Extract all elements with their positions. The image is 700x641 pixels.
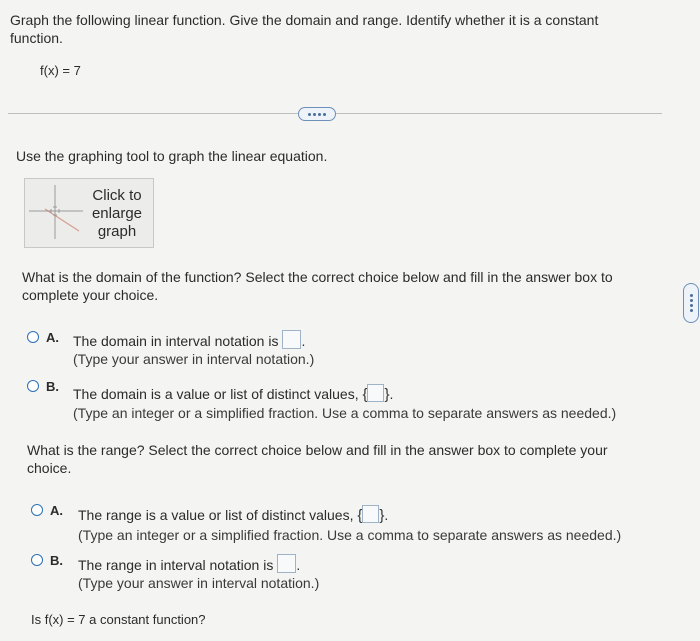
- question-prompt-line2: function.: [10, 30, 63, 46]
- function-expression: f(x) = 7: [40, 63, 81, 78]
- domain-option-a-row: The domain in interval notation is .: [73, 330, 305, 350]
- domain-values-answer-box[interactable]: [367, 384, 384, 402]
- range-option-b-row: The range in interval notation is .: [78, 554, 300, 574]
- range-option-a-hint: (Type an integer or a simplified fraction. Use a comma to separate answers as needed.): [78, 527, 622, 543]
- range-option-a-text: The range is a value or list of distinct values,: [78, 507, 354, 523]
- domain-option-b-radio[interactable]: [27, 380, 39, 392]
- question-prompt-line1: Graph the following linear function. Give the domain and range. Identify whether it is a constant: [10, 12, 599, 28]
- domain-option-a-hint: (Type your answer in interval notation.): [73, 351, 315, 367]
- range-option-a-letter: A.: [50, 503, 63, 518]
- range-option-b-radio[interactable]: [31, 554, 43, 566]
- domain-option-a-radio[interactable]: [27, 331, 39, 343]
- domain-option-b-hint: (Type an integer or a simplified fraction. Use a comma to separate answers as needed.): [73, 405, 617, 421]
- domain-question-line1: What is the domain of the function? Select the correct choice below and fill in the answer box to: [22, 269, 613, 285]
- range-question-line2: choice.: [27, 460, 72, 476]
- enlarge-graph-label: [87, 187, 147, 241]
- expand-ellipsis-icon[interactable]: [298, 107, 336, 121]
- range-option-a-radio[interactable]: [31, 504, 43, 516]
- domain-question-line2: complete your choice.: [22, 287, 159, 303]
- enlarge-label-line2: enlarge: [91, 205, 143, 222]
- domain-option-b-text: The domain is a value or list of distinct values,: [73, 386, 359, 402]
- domain-option-a-letter: A.: [46, 330, 59, 345]
- enlarge-label-line3: graph: [97, 223, 137, 240]
- range-option-b-text: The range in interval notation is: [78, 557, 274, 573]
- range-interval-answer-box[interactable]: [277, 554, 296, 573]
- domain-interval-answer-box[interactable]: [282, 330, 301, 349]
- side-expand-ellipsis-icon[interactable]: [683, 283, 699, 323]
- graphing-instruction: Use the graphing tool to graph the linear equation.: [16, 148, 328, 164]
- range-option-b-letter: B.: [50, 553, 63, 568]
- range-values-answer-box[interactable]: [362, 505, 379, 523]
- constant-function-question: Is f(x) = 7 a constant function?: [31, 612, 206, 627]
- range-option-a-row: The range is a value or list of distinct values, { }.: [78, 507, 389, 524]
- range-question-line1: What is the range? Select the correct choice below and fill in the answer box to complete your: [27, 442, 608, 458]
- range-option-b-hint: (Type your answer in interval notation.): [78, 575, 320, 591]
- domain-option-a-text: The domain in interval notation is: [73, 333, 279, 349]
- enlarge-label-line1: Click to: [92, 187, 142, 204]
- enlarge-graph-button[interactable]: [24, 178, 154, 248]
- graph-thumbnail-icon: [27, 183, 85, 241]
- domain-option-b-row: The domain is a value or list of distinct values, { }.: [73, 386, 394, 403]
- domain-option-b-letter: B.: [46, 379, 59, 394]
